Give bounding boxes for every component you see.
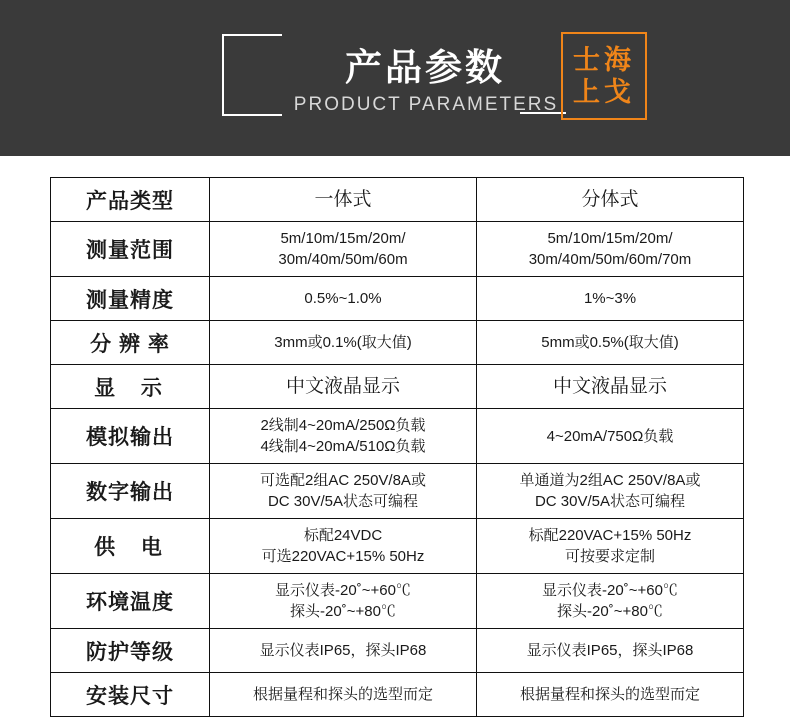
row-value-1	[210, 178, 477, 222]
row-value-2	[477, 277, 744, 321]
row-value-line: 分体式	[581, 189, 639, 210]
row-value-line: 30m/40m/50m/60m	[278, 251, 408, 268]
parameters-table-wrapper	[50, 177, 742, 717]
brand-logo-line-1: 士海	[573, 45, 635, 75]
table-row	[51, 673, 744, 717]
table-row	[51, 277, 744, 321]
row-value-1	[210, 629, 477, 673]
row-value-line: 30m/40m/50m/60m/70m	[528, 251, 692, 268]
table-row	[51, 574, 744, 629]
row-value-line: 根据量程和探头的选型而定	[252, 686, 433, 703]
row-value-content	[477, 464, 743, 518]
row-value-1	[210, 673, 477, 717]
row-value-line: 5m/10m/15m/20m/	[280, 230, 406, 247]
row-value-1	[210, 365, 477, 409]
table-row	[51, 321, 744, 365]
row-value-line: 显示仪表IP65，探头IP68	[526, 642, 694, 659]
row-label-text: 分 辨 率	[90, 332, 170, 356]
parameters-table	[50, 177, 744, 717]
table-row	[51, 222, 744, 277]
row-value-line: 2线制4~20mA/250Ω负载	[260, 417, 426, 434]
table-row	[51, 464, 744, 519]
row-label-text: 环境温度	[86, 591, 174, 614]
row-value-2	[477, 222, 744, 277]
row-label	[51, 519, 210, 574]
row-value-line: 5mm或0.5%(取大值)	[541, 334, 679, 351]
row-value-content	[210, 282, 476, 315]
row-value-line: DC 30V/5A状态可编程	[267, 493, 419, 510]
row-value-1	[210, 464, 477, 519]
brand-logo-line-2: 上戈	[573, 77, 635, 107]
row-value-content	[477, 326, 743, 359]
row-value-line: 探头-20˚~+80℃	[290, 603, 396, 620]
row-value-content	[210, 370, 476, 403]
row-label-text: 测量精度	[86, 288, 174, 312]
table-row	[51, 629, 744, 673]
row-label	[51, 629, 210, 673]
row-label-text: 测量范围	[86, 239, 174, 262]
row-value-line: 中文液晶显示	[285, 376, 400, 397]
row-value-2	[477, 409, 744, 464]
row-value-line: 标配220VAC+15% 50Hz	[528, 527, 692, 544]
row-value-content	[210, 678, 476, 711]
row-value-content	[210, 519, 476, 573]
row-value-line: 显示仪表IP65，探头IP68	[259, 642, 427, 659]
row-value-1	[210, 519, 477, 574]
row-label-text: 防护等级	[86, 640, 174, 664]
row-value-2	[477, 629, 744, 673]
page-subtitle: PRODUCT PARAMETERS	[293, 94, 559, 115]
row-label	[51, 321, 210, 365]
row-value-2	[477, 321, 744, 365]
row-value-line: 标配24VDC	[303, 527, 383, 544]
page-title: 产品参数	[345, 47, 505, 88]
row-value-2	[477, 673, 744, 717]
row-value-line: 可按要求定制	[564, 548, 655, 565]
row-value-content	[210, 409, 476, 463]
row-value-line: 1%~3%	[583, 290, 637, 307]
row-value-content	[210, 183, 476, 216]
row-value-1	[210, 574, 477, 629]
banner-inner	[0, 0, 790, 156]
row-value-line: 0.5%~1.0%	[304, 290, 382, 307]
row-value-content	[477, 282, 743, 315]
row-value-line: 5m/10m/15m/20m/	[547, 230, 673, 247]
row-value-content	[210, 326, 476, 359]
row-value-2	[477, 464, 744, 519]
row-value-content	[477, 222, 743, 276]
table-row	[51, 178, 744, 222]
row-label-text: 模拟输出	[86, 426, 174, 449]
row-value-line: 探头-20˚~+80℃	[557, 603, 663, 620]
row-value-content	[477, 519, 743, 573]
row-label-text: 产品类型	[86, 189, 174, 213]
row-value-content	[210, 464, 476, 518]
row-value-line: 4线制4~20mA/510Ω负载	[260, 438, 426, 455]
row-value-line: 4~20mA/750Ω负载	[546, 427, 674, 445]
banner-bracket-left	[222, 34, 282, 116]
row-value-line: 一体式	[314, 189, 372, 210]
row-value-line: 显示仪表-20˚~+60℃	[542, 582, 678, 599]
row-value-content	[210, 222, 476, 276]
row-value-line: 可选220VAC+15% 50Hz	[261, 548, 425, 565]
row-value-line: 3mm或0.1%(取大值)	[274, 334, 412, 351]
row-value-2	[477, 365, 744, 409]
row-value-1	[210, 409, 477, 464]
row-label-text: 供 电	[94, 536, 172, 559]
row-value-line: 根据量程和探头的选型而定	[519, 686, 700, 703]
table-row	[51, 365, 744, 409]
row-label	[51, 365, 210, 409]
row-value-content	[477, 574, 743, 628]
table-row	[51, 409, 744, 464]
row-label	[51, 277, 210, 321]
row-label-text: 数字输出	[86, 481, 174, 504]
parameters-table-body	[51, 178, 744, 717]
row-value-1	[210, 277, 477, 321]
row-value-line: 显示仪表-20˚~+60℃	[275, 582, 411, 599]
row-value-line: DC 30V/5A状态可编程	[534, 493, 686, 510]
row-label	[51, 574, 210, 629]
row-value-line: 单通道为2组AC 250V/8A或	[519, 472, 701, 489]
row-label-text: 安装尺寸	[86, 684, 174, 708]
row-label	[51, 178, 210, 222]
row-value-1	[210, 222, 477, 277]
row-value-2	[477, 574, 744, 629]
row-value-2	[477, 519, 744, 574]
row-value-line: 可选配2组AC 250V/8A或	[260, 472, 426, 489]
row-label-text: 显 示	[94, 376, 172, 400]
page-banner	[0, 0, 790, 156]
row-value-content	[210, 634, 476, 667]
row-value-2	[477, 178, 744, 222]
brand-logo	[561, 32, 647, 120]
table-row	[51, 519, 744, 574]
row-value-content	[210, 574, 476, 628]
row-value-1	[210, 321, 477, 365]
row-value-line: 中文液晶显示	[552, 376, 667, 397]
row-value-content	[477, 370, 743, 403]
row-value-content	[477, 183, 743, 216]
row-label	[51, 673, 210, 717]
row-value-content	[477, 678, 743, 711]
row-label	[51, 409, 210, 464]
row-value-content	[477, 634, 743, 667]
row-label	[51, 464, 210, 519]
row-value-content	[477, 420, 743, 453]
row-label	[51, 222, 210, 277]
